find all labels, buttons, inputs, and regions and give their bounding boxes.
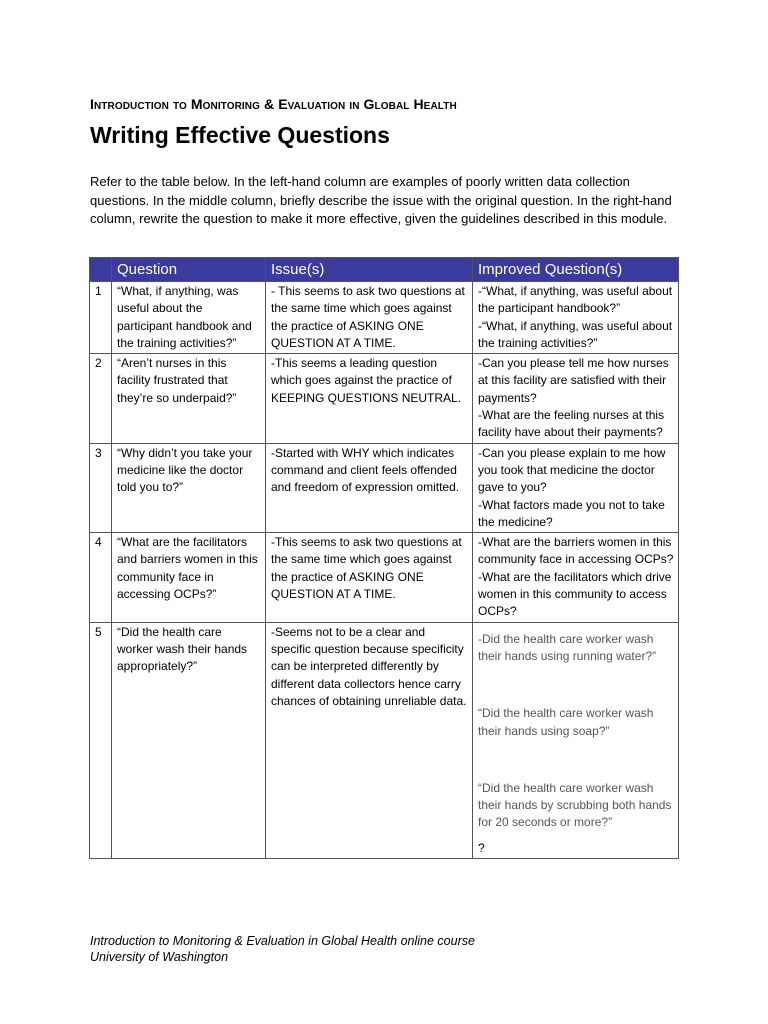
issue-cell: - This seems to ask two questions at the same time which goes against the practice of ASKING ONE QUESTION AT A TIME.	[266, 282, 473, 354]
table-row	[90, 622, 679, 858]
improved-line: -“What, if anything, was useful about the participant handbook?”	[478, 284, 673, 316]
improved-line: ?	[478, 840, 485, 855]
issue-cell: -Started with WHY which indicates command and client feels offended and freedom of expression omitted.	[266, 443, 473, 532]
table-row	[90, 533, 679, 622]
table-header-row	[90, 258, 679, 282]
improved-cell	[473, 443, 679, 532]
questions-table	[89, 257, 679, 859]
issue-cell: -This seems to ask two questions at the same time which goes against the practice of ASKING ONE QUESTION AT A TIME.	[266, 533, 473, 622]
improved-cell	[473, 282, 679, 354]
question-cell: “What are the facilitators and barriers women in this community face in accessing OCPs?”	[112, 533, 266, 622]
issue-cell: -Seems not to be a clear and specific question because specificity can be interpreted differently by different data collectors hence carry chances of obtaining unreliable data.	[266, 622, 473, 858]
row-number: 1	[90, 282, 112, 354]
improved-line: “Did the health care worker wash their hands using soap?”	[478, 706, 654, 738]
improved-line: -What factors made you not to take the medicine?	[478, 497, 665, 529]
improved-line: -Did the health care worker wash their hands using running water?”	[478, 631, 657, 663]
header-issues: Issue(s)	[266, 258, 473, 282]
intro-paragraph: Refer to the table below. In the left-hand column are examples of poorly written data collection questions. In the middle column, briefly describe the issue with the original question. In the right-hand column, rewrite the question to make it more effective, given the guidelines described in this module.	[90, 174, 672, 226]
improved-line: -Can you please tell me how nurses at this facility are satisfied with their payments?	[478, 356, 669, 405]
improved-cell	[473, 622, 679, 858]
issue-cell: -This seems a leading question which goes against the practice of KEEPING QUESTIONS NEUTRAL.	[266, 354, 473, 443]
improved-cell	[473, 354, 679, 443]
page-footer	[90, 934, 475, 965]
row-number: 3	[90, 443, 112, 532]
question-cell: “Aren’t nurses in this facility frustrated that they’re so underpaid?”	[112, 354, 266, 443]
question-cell: “Why didn’t you take your medicine like the doctor told you to?”	[112, 443, 266, 532]
course-title: Introduction to Monitoring & Evaluation in Global Health	[90, 96, 457, 112]
row-number: 5	[90, 622, 112, 858]
improved-cell	[473, 533, 679, 622]
row-number: 4	[90, 533, 112, 622]
page-title: Writing Effective Questions	[90, 122, 390, 148]
improved-line: -“What, if anything, was useful about the training activities?”	[478, 318, 673, 350]
footer-course: Introduction to Monitoring & Evaluation in Global Health online course	[90, 934, 475, 948]
improved-line: -What are the barriers women in this community face in accessing OCPs?	[478, 535, 674, 567]
improved-line: -What are the facilitators which drive women in this community to access OCPs?	[478, 569, 672, 619]
improved-line: “Did the health care worker wash their hands by scrubbing both hands for 20 seconds or more?”	[478, 780, 672, 830]
table-row	[90, 354, 679, 443]
question-cell: “Did the health care worker wash their hands appropriately?”	[112, 622, 266, 858]
row-number: 2	[90, 354, 112, 443]
improved-line: -Can you please explain to me how you took that medicine the doctor gave to you?	[478, 445, 666, 495]
improved-line: -What are the feeling nurses at this facility have about their payments?	[478, 408, 665, 440]
header-number	[90, 258, 112, 282]
table-row	[90, 282, 679, 354]
header-improved: Improved Question(s)	[473, 258, 679, 282]
header-question: Question	[112, 258, 266, 282]
footer-institution: University of Washington	[90, 949, 229, 964]
table-row	[90, 443, 679, 532]
question-cell: “What, if anything, was useful about the participant handbook and the training activities?”	[112, 282, 266, 354]
